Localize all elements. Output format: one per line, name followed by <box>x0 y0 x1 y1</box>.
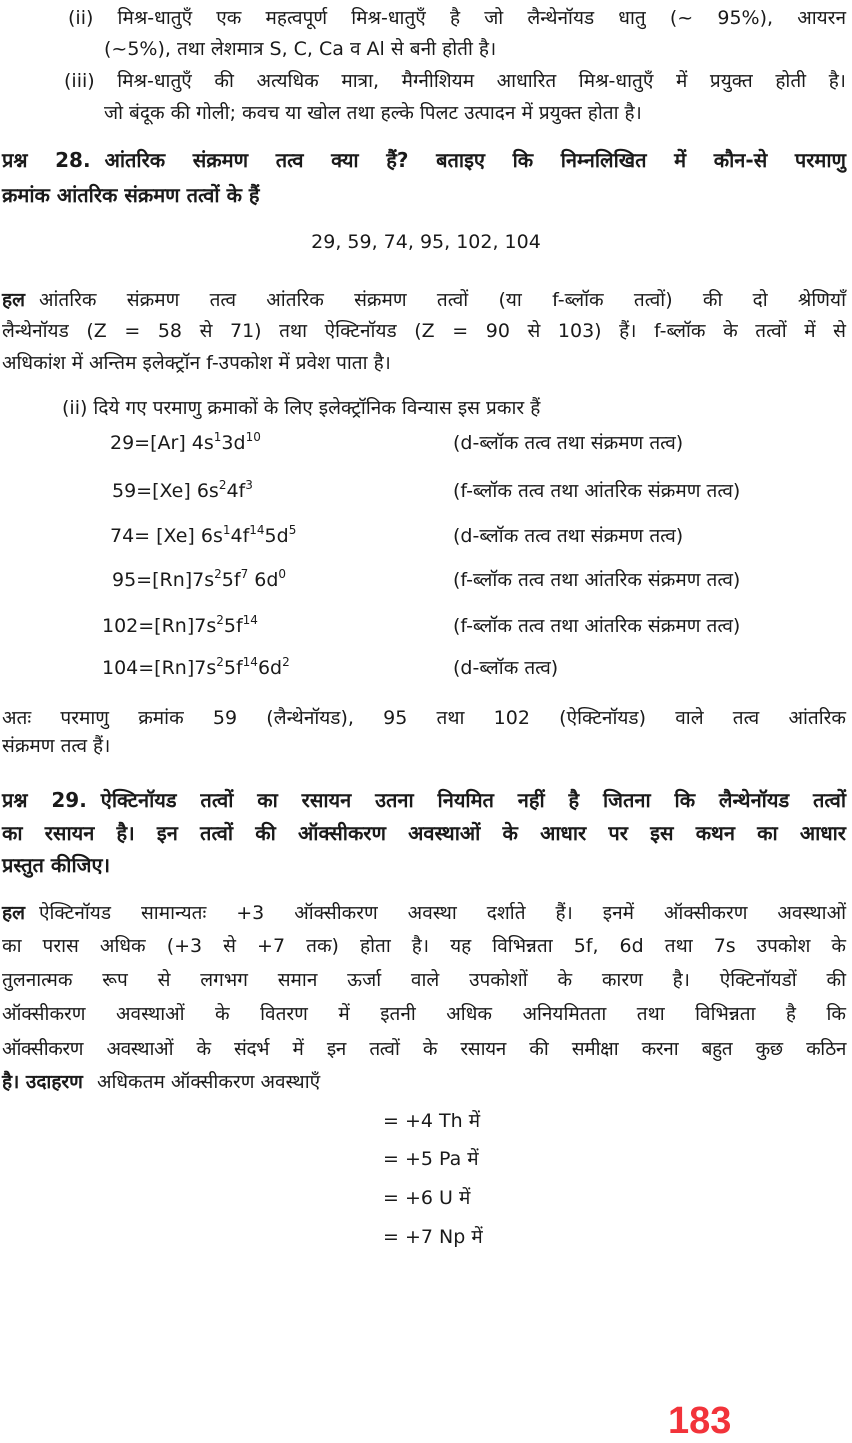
configuration-formula <box>102 613 258 639</box>
solution-29-line2: का परास अधिक (+3 से +7 तक) होता है। यह विभिन्नता 5f, 6d तथा 7s उपकोश के <box>2 935 846 957</box>
configuration-note: (d-ब्लॉक तत्व तथा संक्रमण तत्व) <box>453 432 684 454</box>
superscript: 10 <box>245 430 261 444</box>
oxidation-state: = +6 U में <box>383 1187 471 1209</box>
superscript: 2 <box>214 567 222 581</box>
superscript: 1 <box>213 430 222 444</box>
configuration-formula <box>112 567 286 593</box>
formula-part: 104=[Rn]7s <box>102 657 217 679</box>
question-29-line3: प्रस्तुत कीजिए। <box>2 853 111 877</box>
question-29-line1 <box>2 787 846 813</box>
superscript: 2 <box>218 478 227 492</box>
formula-part: 5f <box>223 615 243 637</box>
superscript: 3 <box>245 478 253 492</box>
superscript: 2 <box>216 655 224 669</box>
alloy-iii-line1: (iii) मिश्र-धातुएँ की अत्यधिक मात्रा, मैग्नीशियम आधारित मिश्र-धातुएँ में प्रयुक्त होती है। <box>64 70 846 92</box>
formula-part: 59=[Xe] 6s <box>112 480 219 502</box>
formula-part: 29=[Ar] 4s <box>110 432 214 454</box>
formula-part: 5d <box>264 525 289 547</box>
solution-28-ii: (ii) दिये गए परमाणु क्रमाकों के लिए इलेक्ट्रॉनिक विन्यास इस प्रकार हैं <box>62 397 541 419</box>
solution-28-line3: अधिकांश में अन्तिम इलेक्ट्रॉन f-उपकोश में प्रवेश पाता है। <box>2 352 391 374</box>
oxidation-state: = +7 Np में <box>383 1226 483 1248</box>
formula-part: 74= [Xe] 6s <box>110 525 223 547</box>
solution-29-line4: ऑक्सीकरण अवस्थाओं के वितरण में इतनी अधिक अनियमितता तथा विभिन्नता है कि <box>2 1003 846 1025</box>
formula-part: 5f <box>223 657 243 679</box>
superscript: 1 <box>222 523 231 537</box>
oxidation-state: = +5 Pa में <box>383 1148 479 1170</box>
solution-29-line5: ऑक्सीकरण अवस्थाओं के संदर्भ में इन तत्वों के रसायन की समीक्षा करना बहुत कुछ कठिन <box>2 1038 846 1060</box>
question-29-line2: का रसायन है। इन तत्वों की ऑक्सीकरण अवस्थाओं के आधार पर इस कथन का आधार <box>2 821 846 845</box>
question-29-text: ऐक्टिनॉयड तत्वों का रसायन उतना नियमित नहीं है जितना कि लैन्थेनॉयड तत्वों <box>100 788 846 812</box>
alloy-iii-line2: जो बंदूक की गोली; कवच या खोल तथा हल्के पिलट उत्पादन में प्रयुक्त होता है। <box>104 102 642 124</box>
oxidation-state: = +4 Th में <box>383 1110 481 1132</box>
formula-part: 5f <box>221 569 241 591</box>
example-label: है। उदाहरण <box>2 1071 83 1093</box>
question-28-line2: क्रमांक आंतरिक संक्रमण तत्वों के हैं <box>2 183 260 207</box>
question-29-label: प्रश्न 29. <box>2 788 87 812</box>
solution-29-line1 <box>2 900 846 926</box>
formula-part: 6d <box>248 569 279 591</box>
superscript: 2 <box>216 613 224 627</box>
conclusion-line2: संक्रमण तत्व हैं। <box>2 735 111 757</box>
superscript: 2 <box>282 655 290 669</box>
formula-part: 95=[Rn]7s <box>112 569 215 591</box>
atomic-numbers: 29, 59, 74, 95, 102, 104 <box>311 231 541 253</box>
configuration-note: (d-ब्लॉक तत्व) <box>453 657 559 679</box>
configuration-note: (f-ब्लॉक तत्व तथा आंतरिक संक्रमण तत्व) <box>453 569 741 591</box>
question-28-text: आंतरिक संक्रमण तत्व क्या हैं? बताइए कि निम्नलिखित में कौन-से परमाणु <box>104 148 846 172</box>
solution-29-line6 <box>2 1069 320 1095</box>
alloy-ii-line2: (~5%), तथा लेशमात्र S, C, Ca व Al से बनी होती है। <box>104 38 497 60</box>
superscript: 14 <box>249 523 265 537</box>
solution-28-line1 <box>2 287 846 313</box>
superscript: 0 <box>278 567 287 581</box>
solution-28-line2: लैन्थेनॉयड (Z = 58 से 71) तथा ऐक्टिनॉयड (Z = 90 से 103) हैं। f-ब्लॉक के तत्वों में से <box>2 320 846 342</box>
formula-part: 3d <box>221 432 246 454</box>
configuration-formula <box>102 655 290 681</box>
superscript: 14 <box>242 655 258 669</box>
solution-28-text: आंतरिक संक्रमण तत्व आंतरिक संक्रमण तत्वों (या f-ब्लॉक तत्वों) की दो श्रेणियाँ <box>38 289 846 311</box>
solution-29-text: ऐक्टिनॉयड सामान्यतः +3 ऑक्सीकरण अवस्था दर्शाते हैं। इनमें ऑक्सीकरण अवस्थाओं <box>38 902 846 924</box>
configuration-note: (f-ब्लॉक तत्व तथा आंतरिक संक्रमण तत्व) <box>453 480 741 502</box>
configuration-formula <box>110 430 261 456</box>
example-text: अधिकतम ऑक्सीकरण अवस्थाएँ <box>96 1071 321 1093</box>
superscript: 7 <box>240 567 249 581</box>
superscript: 5 <box>288 523 297 537</box>
solution-29-line3: तुलनात्मक रूप से लगभग समान ऊर्जा वाले उपकोशों के कारण है। ऐक्टिनॉयडों की <box>2 969 846 991</box>
conclusion-line1: अतः परमाणु क्रमांक 59 (लैन्थेनॉयड), 95 तथा 102 (ऐक्टिनॉयड) वाले तत्व आंतरिक <box>2 707 846 729</box>
configuration-note: (d-ब्लॉक तत्व तथा संक्रमण तत्व) <box>453 525 684 547</box>
configuration-formula <box>112 478 253 504</box>
page-number: 183 <box>668 1400 732 1442</box>
formula-part: 4f <box>226 480 246 502</box>
question-28-label: प्रश्न 28. <box>2 148 91 172</box>
question-28-line1 <box>2 147 846 173</box>
solution-29-label: हल <box>2 902 25 924</box>
solution-28-label: हल <box>2 289 25 311</box>
formula-part: 4f <box>230 525 250 547</box>
formula-part: 6d <box>257 657 283 679</box>
superscript: 14 <box>242 613 258 627</box>
configuration-formula <box>110 523 296 549</box>
configuration-note: (f-ब्लॉक तत्व तथा आंतरिक संक्रमण तत्व) <box>453 615 741 637</box>
alloy-ii-line1: (ii) मिश्र-धातुएँ एक महत्वपूर्ण मिश्र-धातुएँ है जो लैन्थेनॉयड धातु (~ 95%), आयरन <box>68 7 846 29</box>
formula-part: 102=[Rn]7s <box>102 615 217 637</box>
